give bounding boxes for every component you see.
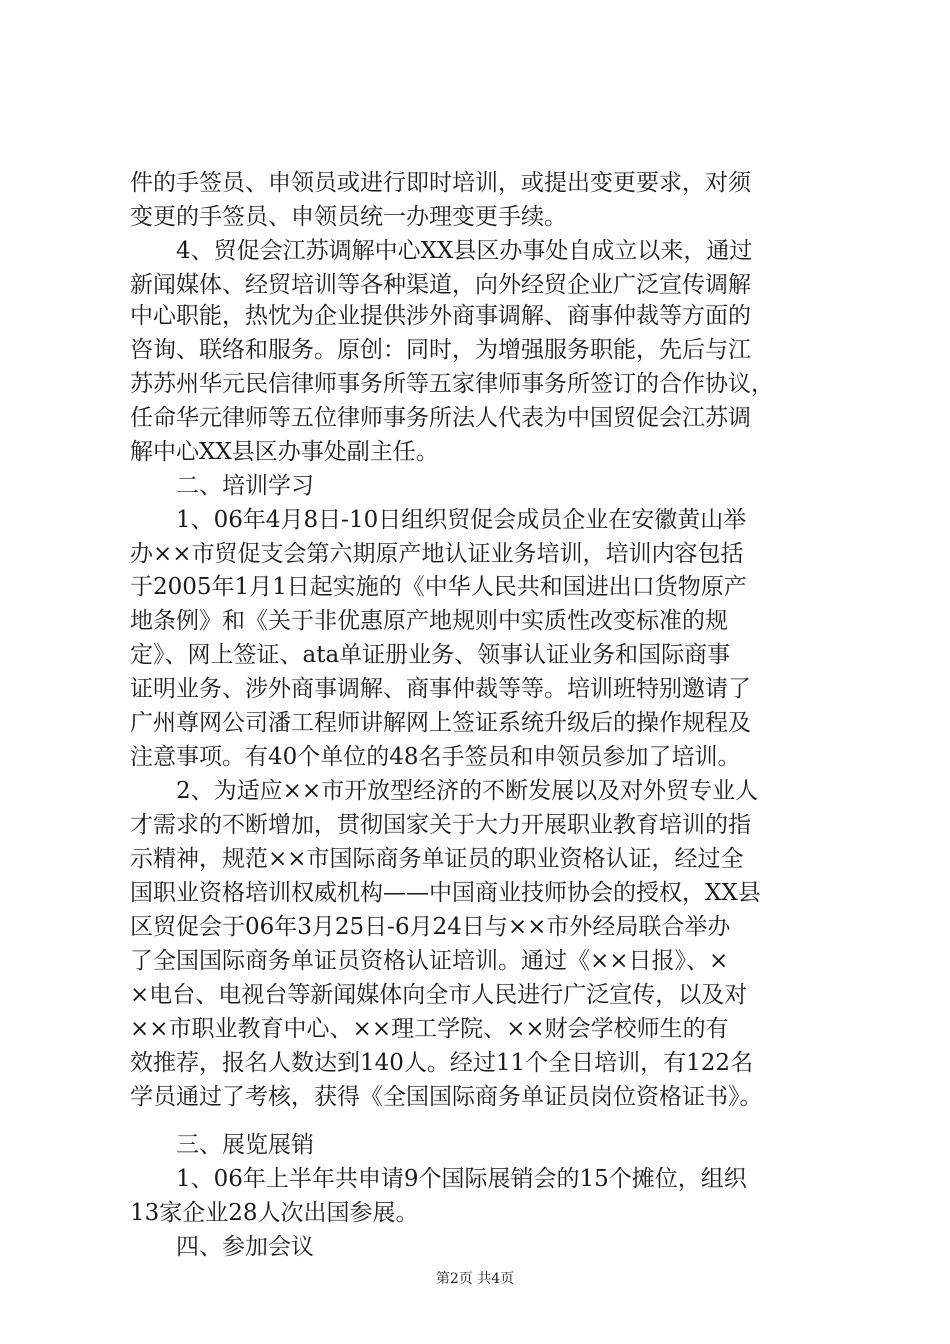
- text-line: 证明业务、涉外商事调解、商事仲裁等等。培训班特别邀请了: [130, 676, 751, 702]
- text-line: 1、06年4月8日-10日组织贸促会成员企业在安徽黄山举: [130, 507, 747, 533]
- text-line: 才需求的不断增加，贯彻国家关于大力开展职业教育培训的指: [130, 812, 751, 838]
- text-line: ××市职业教育中心、××理工学院、××财会学校师生的有: [130, 1016, 729, 1042]
- text-line: 三、展览展销: [130, 1132, 314, 1158]
- text-line: 1、06年上半年共申请9个国际展销会的15个摊位，组织: [130, 1166, 747, 1192]
- text-line: 任命华元律师等五位律师事务所法人代表为中国贸促会江苏调: [130, 405, 751, 431]
- text-line: 苏苏州华元民信律师事务所等五家律师事务所签订的合作协议，: [130, 371, 774, 397]
- text-line: 区贸促会于06年3月25日-6月24日与××市外经局联合举办: [130, 914, 731, 940]
- text-line: 定》、网上签证、ata单证册业务、领事认证业务和国际商事: [130, 642, 731, 668]
- text-line: 注意事项。有40个单位的48名手签员和申领员参加了培训。: [130, 744, 741, 770]
- page-footer: 第2页 共4页: [435, 1271, 515, 1287]
- text-line: 四、参加会议: [130, 1234, 314, 1260]
- text-line: 13家企业28人次出国参展。: [130, 1200, 419, 1226]
- text-line: 二、培训学习: [130, 473, 314, 499]
- text-line: 示精神，规范××市国际商务单证员的职业资格认证，经过全: [130, 846, 744, 872]
- text-line: 学员通过了考核，获得《全国国际商务单证员岗位资格证书》。: [130, 1084, 763, 1110]
- text-line: 变更的手签员、申领员统一办理变更手续。: [130, 204, 567, 230]
- text-line: 2、为适应××市开放型经济的不断发展以及对外贸专业人: [130, 778, 759, 804]
- text-line: 新闻媒体、经贸培训等各种渠道，向外经贸企业广泛宣传调解: [130, 272, 751, 298]
- text-line: 咨询、联络和服务。原创：同时，为增强服务职能，先后与江: [130, 337, 751, 363]
- text-line: 了全国国际商务单证员资格认证培训。通过《××日报》、×: [130, 948, 729, 974]
- text-line: 于2005年1月1日起实施的《中华人民共和国进出口货物原产: [130, 574, 747, 600]
- text-line: 国职业资格培训权威机构——中国商业技师协会的授权，XX县: [130, 880, 761, 906]
- text-line: 解中心XX县区办事处副主任。: [130, 439, 439, 465]
- text-line: 4、贸促会江苏调解中心XX县区办事处自成立以来，通过: [130, 238, 753, 264]
- text-line: 广州尊网公司潘工程师讲解网上签证系统升级后的操作规程及: [130, 710, 751, 736]
- text-line: 件的手签员、申领员或进行即时培训，或提出变更要求，对须: [130, 170, 751, 196]
- text-line: ×电台、电视台等新闻媒体向全市人民进行广泛宣传，以及对: [130, 982, 748, 1008]
- text-line: 办××市贸促支会第六期原产地认证业务培训，培训内容包括: [130, 541, 744, 567]
- text-line: 效推荐，报名人数达到140人。经过11个全日培训，有122名: [130, 1050, 754, 1076]
- text-line: 地条例》和《关于非优惠原产地规则中实质性改变标准的规: [130, 608, 728, 634]
- text-line: 中心职能，热忱为企业提供涉外商事调解、商事仲裁等方面的: [130, 303, 751, 329]
